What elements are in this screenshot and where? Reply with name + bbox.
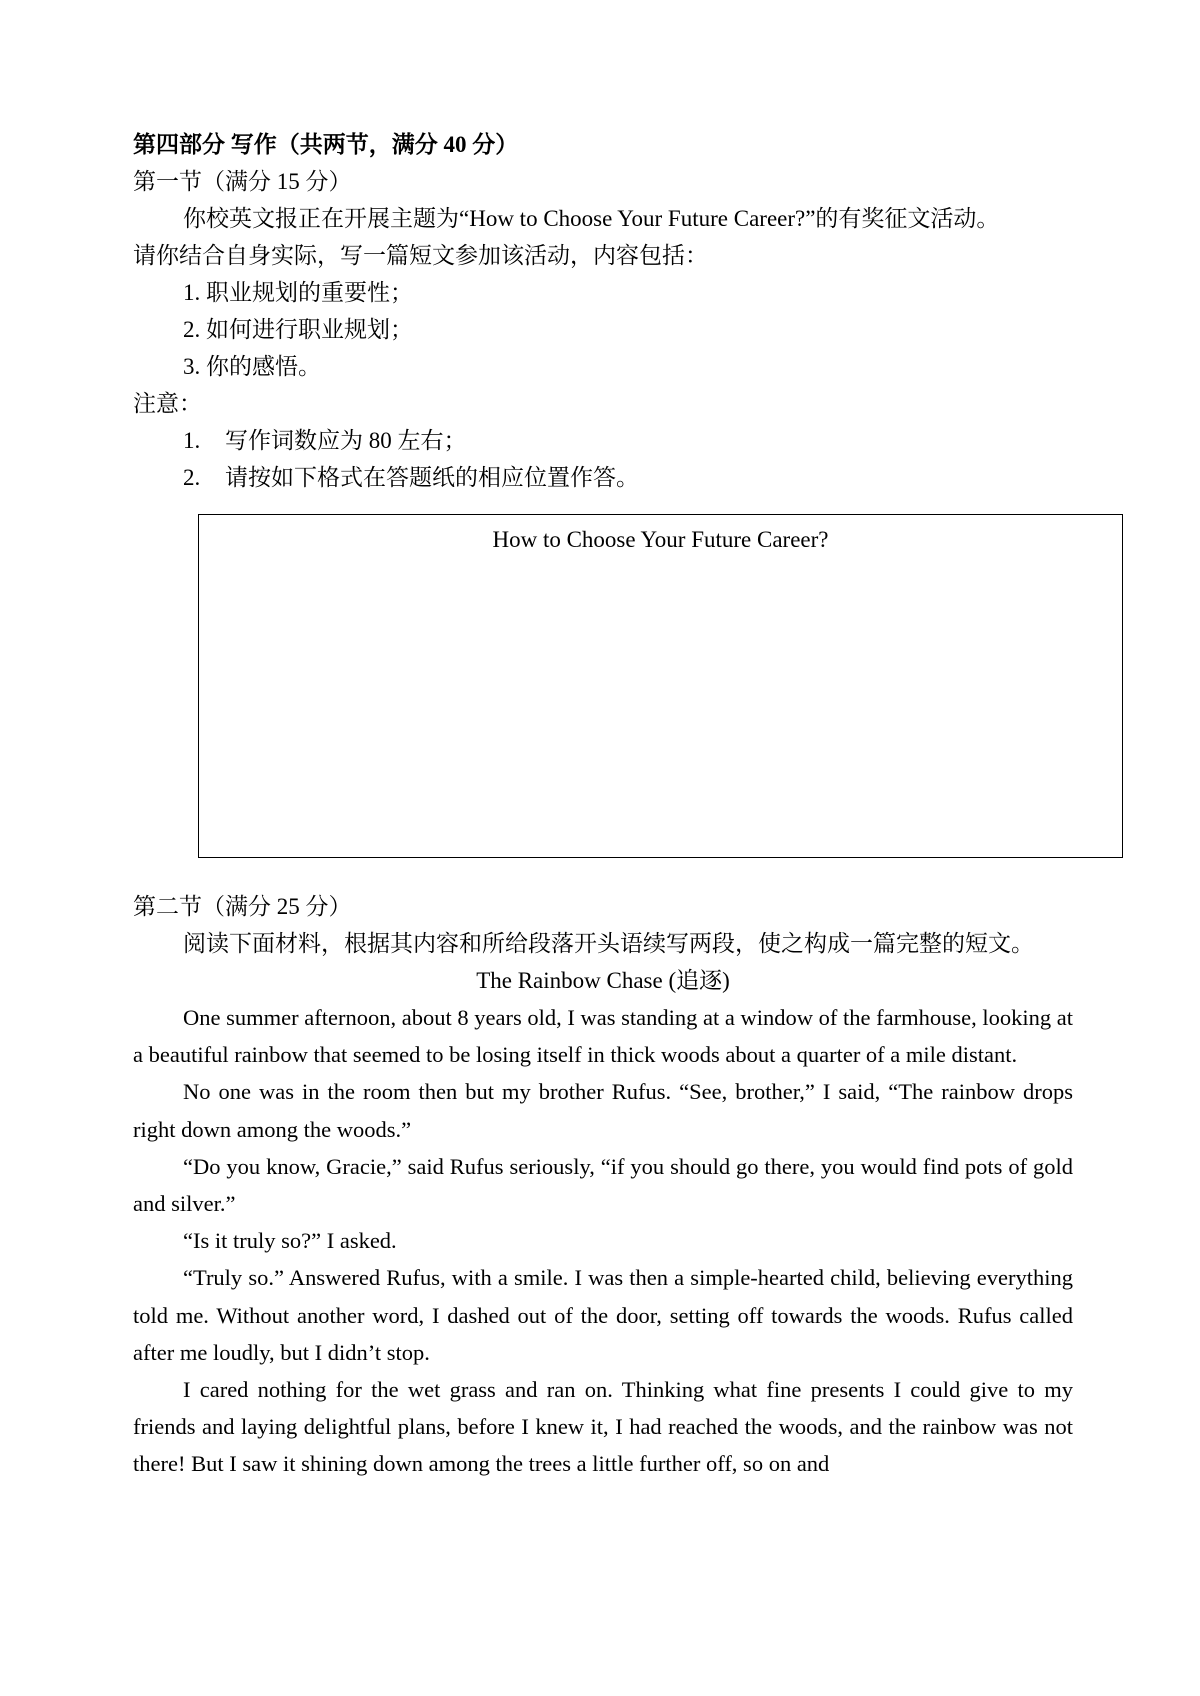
story-title: The Rainbow Chase (追逐) [476, 968, 730, 993]
note-label: 注意： [133, 391, 202, 416]
story-paragraph: One summer afternoon, about 8 years old, I was standing at a window of the farmhouse, looking at a beautiful rainbow that seemed to be losing itself in thick woods about a quarter of a mile distant. [133, 1005, 1073, 1068]
note-text: 请按如下格式在答题纸的相应位置作答。 [225, 465, 639, 490]
note-number: 1. [183, 428, 201, 453]
content-item-3: 3. 你的感悟。 [183, 354, 321, 379]
note-text: 写作词数应为 80 左右； [225, 428, 467, 453]
note-number: 2. [183, 465, 201, 490]
note-item-2 [133, 459, 1073, 496]
section1-intro-line1: 你校英文报正在开展主题为“How to Choose Your Future Career?”的有奖征文活动。 [183, 206, 1000, 231]
exam-page [133, 126, 1073, 1483]
story-paragraph: “Is it truly so?” I asked. [183, 1228, 397, 1254]
section2-instruction: 阅读下面材料，根据其内容和所给段落开头语续写两段，使之构成一篇完整的短文。 [183, 931, 1034, 956]
story-paragraph: I cared nothing for the wet grass and ran on. Thinking what fine presents I could give to my friends and laying delightful plans, before I knew it, I had reached the woods, and the rainbow was not there! But I saw it shining down among the trees a little further off, so on and [133, 1377, 1073, 1477]
section2-heading: 第二节（满分 25 分） [133, 894, 352, 919]
answer-format-box [198, 514, 1123, 858]
section1-heading: 第一节（满分 15 分） [133, 169, 352, 194]
note-item-1 [133, 422, 1073, 459]
story-paragraph: No one was in the room then but my brother Rufus. “See, brother,” I said, “The rainbow drops right down among the woods.” [133, 1079, 1073, 1142]
content-item-1: 1. 职业规划的重要性； [183, 280, 413, 305]
section2 [133, 888, 1073, 1483]
story-paragraph: “Do you know, Gracie,” said Rufus seriously, “if you should go there, you would find pots of gold and silver.” [133, 1153, 1073, 1217]
part-title: 第四部分 写作（共两节，满分 40 分） [133, 132, 519, 157]
story-paragraph: “Truly so.” Answered Rufus, with a smile. I was then a simple-hearted child, believing everything told me. Without another word, I dashed out of the door, setting off towards the woods. Rufus called after me loudly, but I didn’t stop. [133, 1265, 1073, 1365]
section1-intro-line2: 请你结合自身实际，写一篇短文参加该活动，内容包括： [133, 243, 708, 268]
answer-box-title: How to Choose Your Future Career? [492, 527, 829, 552]
content-item-2: 2. 如何进行职业规划； [183, 317, 413, 342]
